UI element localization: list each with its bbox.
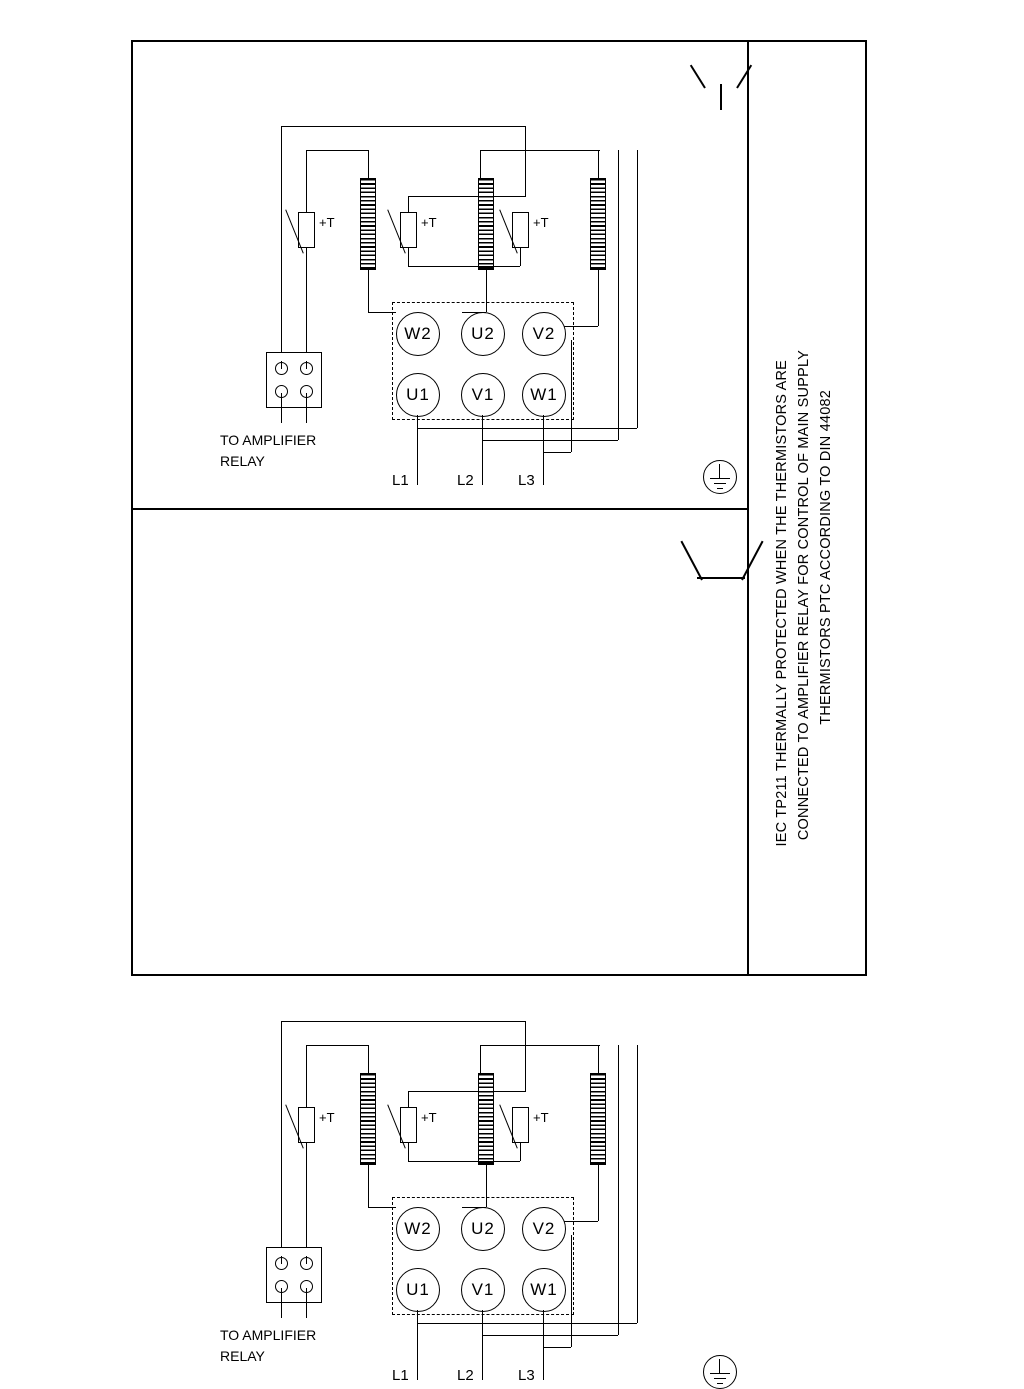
amplifier-connector-block-delta (266, 1247, 322, 1303)
terminal-w2-star: W2 (396, 312, 440, 356)
terminal-v2-star: V2 (522, 312, 566, 356)
amplifier-label-line1-delta: TO AMPLIFIER (220, 1327, 317, 1343)
terminal-w1-star: W1 (522, 373, 566, 417)
thermistor-label-5: +T (421, 1110, 437, 1125)
terminal-u2-delta: U2 (461, 1207, 505, 1251)
side-note-line-3: THERMISTORS PTC ACCORDING TO DIN 44082 (818, 390, 834, 725)
thermistor-label-1: +T (319, 215, 335, 230)
panel-star (0, 0, 747, 508)
phase-label-l1-star: L1 (392, 472, 409, 489)
terminal-v2-delta: V2 (522, 1207, 566, 1251)
thermistor-3 (512, 212, 529, 248)
terminal-w1-delta: W1 (522, 1268, 566, 1312)
thermistor-label-4: +T (319, 1110, 335, 1125)
star-symbol (697, 62, 743, 110)
phase-label-l1-delta: L1 (392, 1367, 409, 1384)
terminal-u2-star: U2 (461, 312, 505, 356)
thermistor-5 (400, 1107, 417, 1143)
amplifier-label-line2-delta: RELAY (220, 1348, 265, 1364)
winding-coil-2 (478, 178, 494, 270)
winding-coil-5 (478, 1073, 494, 1165)
winding-coil-3 (590, 178, 606, 270)
terminal-u1-star: U1 (396, 373, 440, 417)
terminal-v1-star: V1 (461, 373, 505, 417)
terminal-w2-delta: W2 (396, 1207, 440, 1251)
thermistor-label-3: +T (533, 215, 549, 230)
phase-label-l2-delta: L2 (457, 1367, 474, 1384)
winding-coil-1 (360, 178, 376, 270)
winding-coil-4 (360, 1073, 376, 1165)
amplifier-connector-block-star (266, 352, 322, 408)
panel-divider-vertical (747, 40, 749, 976)
phase-label-l2-star: L2 (457, 472, 474, 489)
delta-symbol (697, 537, 745, 581)
thermistor-6 (512, 1107, 529, 1143)
thermistor-2 (400, 212, 417, 248)
thermistor-label-2: +T (421, 215, 437, 230)
amplifier-label-line1-star: TO AMPLIFIER (220, 432, 317, 448)
phase-label-l3-delta: L3 (518, 1367, 535, 1384)
thermistor-4 (298, 1107, 315, 1143)
panel-delta (0, 447, 747, 1384)
terminal-v1-delta: V1 (461, 1268, 505, 1312)
thermistor-label-6: +T (533, 1110, 549, 1125)
side-note-line-2: CONNECTED TO AMPLIFIER RELAY FOR CONTROL OF MAIN SUPPLY (796, 350, 812, 841)
thermistor-1 (298, 212, 315, 248)
terminal-u1-delta: U1 (396, 1268, 440, 1312)
amplifier-label-line2-star: RELAY (220, 453, 265, 469)
side-note-line-1: IEC TP211 THERMALLY PROTECTED WHEN THE THERMISTORS ARE (774, 360, 790, 847)
phase-label-l3-star: L3 (518, 472, 535, 489)
winding-coil-6 (590, 1073, 606, 1165)
